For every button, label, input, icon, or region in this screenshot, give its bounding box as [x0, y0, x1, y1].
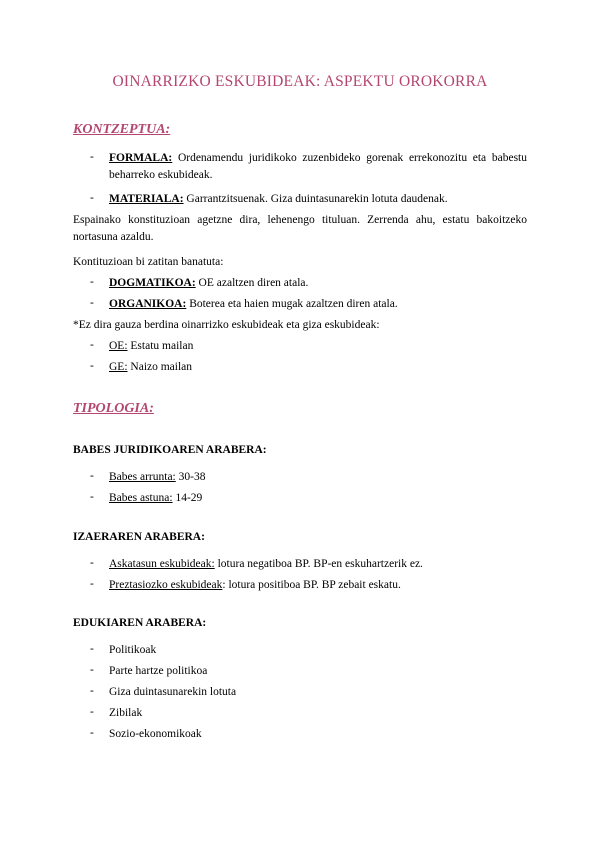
bullet-marker: - — [90, 727, 94, 739]
definition-ge: Naizo mailan — [127, 361, 193, 373]
bullet-marker: - — [90, 151, 94, 163]
paragraph-konstituzioa: Espainako konstituzioan agetzne dira, lehenengo tituluan. Zerrenda ahu, estatu bakoitzeko nortasuna azaldu. — [73, 214, 527, 243]
list-item-formala — [109, 150, 527, 184]
subheading-edukia: EDUKIAREN ARABERA: — [73, 617, 207, 629]
term-babes-arrunta: Babes arrunta: — [109, 471, 176, 483]
definition-preztasiozko: : lotura positiboa BP. BP zebait eskatu. — [222, 579, 401, 591]
term-materiala: MATERIALA: — [109, 193, 184, 205]
definition-organikoa: Boterea eta haien mugak azaltzen diren atala. — [186, 298, 398, 310]
term-organikoa: ORGANIKOA: — [109, 298, 187, 310]
bullet-marker: - — [90, 664, 94, 676]
term-askatasun: Askatasun eskubideak: — [109, 558, 215, 570]
term-babes-astuna: Babes astuna: — [109, 492, 173, 504]
subheading-babes: BABES JURIDIKOAREN ARABERA: — [73, 444, 267, 456]
list-item-oe — [109, 338, 193, 355]
bullet-marker: - — [90, 557, 94, 569]
page-title: OINARRIZKO ESKUBIDEAK: ASPEKTU OROKORRA — [112, 73, 488, 90]
bullet-marker: - — [90, 643, 94, 655]
list-item-preztasiozko — [109, 577, 401, 594]
definition-dogmatikoa: OE azaltzen diren atala. — [195, 277, 309, 289]
value-babes-astuna: 14-29 — [172, 492, 203, 504]
term-preztasiozko: Preztasiozko eskubideak — [109, 579, 223, 591]
list-item-materiala — [109, 191, 448, 208]
bullet-marker: - — [90, 706, 94, 718]
subheading-izaera: IZAERAREN ARABERA: — [73, 531, 205, 543]
paragraph-banaketa: Kontituzioan bi zatitan banatuta: — [73, 256, 224, 268]
list-item-ge — [109, 359, 192, 376]
definition-askatasun: lotura negatiboa BP. BP-en eskuhartzerik ez. — [214, 558, 423, 570]
section-heading-tipologia: TIPOLOGIA: — [73, 401, 154, 416]
list-item-babes-astuna — [109, 490, 202, 507]
list-item: Zibilak — [109, 707, 143, 719]
note-text: *Ez dira gauza berdina oinarrizko eskubideak eta giza eskubideak: — [73, 319, 380, 331]
list-item: Sozio-ekonomikoak — [109, 728, 202, 740]
term-ge: GE: — [109, 361, 128, 373]
definition-materiala: Garrantzitsuenak. Giza duintasunarekin lotuta daudenak. — [183, 193, 448, 205]
bullet-marker: - — [90, 578, 94, 590]
list-item-dogmatikoa — [109, 275, 308, 292]
list-item: Parte hartze politikoa — [109, 665, 208, 677]
term-formala: FORMALA: — [109, 152, 173, 164]
term-oe: OE: — [109, 340, 128, 352]
bullet-marker: - — [90, 297, 94, 309]
bullet-marker: - — [90, 276, 94, 288]
definition-oe: Estatu mailan — [127, 340, 194, 352]
list-item: Giza duintasunarekin lotuta — [109, 686, 237, 698]
bullet-marker: - — [90, 491, 94, 503]
bullet-marker: - — [90, 685, 94, 697]
bullet-marker: - — [90, 339, 94, 351]
section-heading-kontzeptua: KONTZEPTUA: — [73, 122, 171, 137]
value-babes-arrunta: 30-38 — [175, 471, 206, 483]
list-item-organikoa — [109, 296, 398, 313]
definition-formala: Ordenamendu juridikoko zuzenbideko gorenak errekonozitu eta babestu beharreko eskubideak. — [109, 152, 527, 181]
list-item-askatasun — [109, 556, 423, 573]
list-item: Politikoak — [109, 644, 157, 656]
term-dogmatikoa: DOGMATIKOA: — [109, 277, 196, 289]
bullet-marker: - — [90, 192, 94, 204]
list-item-babes-arrunta — [109, 469, 205, 486]
bullet-marker: - — [90, 360, 94, 372]
bullet-marker: - — [90, 470, 94, 482]
